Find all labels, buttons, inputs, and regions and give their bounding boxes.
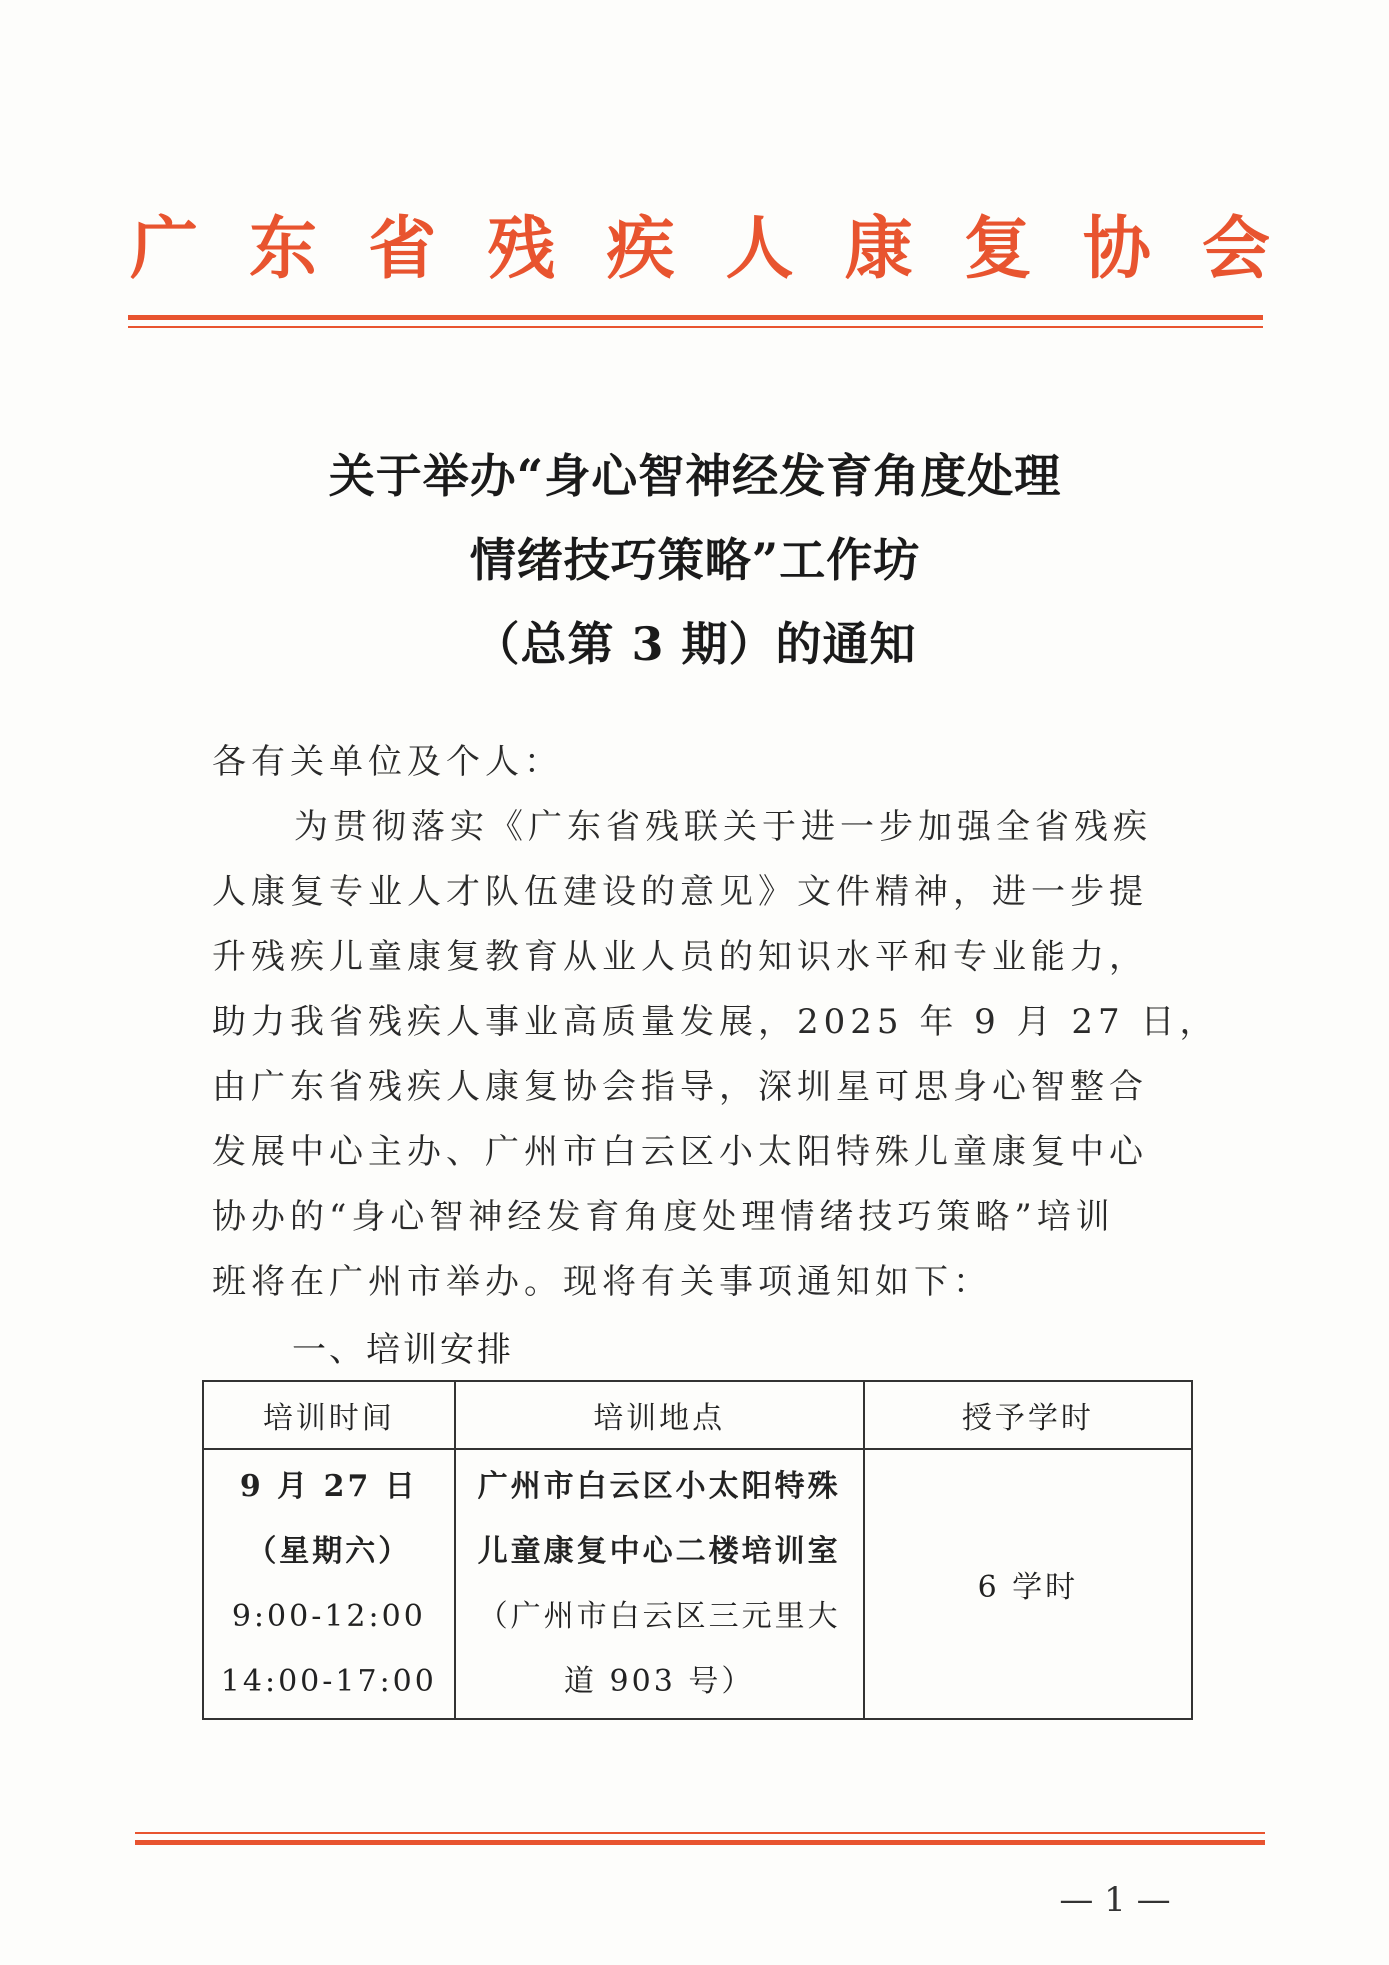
location-name-line: 广州市白云区小太阳特殊 (477, 1469, 841, 1504)
footer-divider-thin (135, 1832, 1265, 1834)
letterhead-char: 康 (844, 210, 913, 289)
body-line: 由广东省残疾人康复协会指导，深圳星可思身心智整合 (212, 1067, 1148, 1107)
letterhead-char: 复 (963, 210, 1032, 289)
training-afternoon-time: 14:00-17:00 (220, 1664, 437, 1699)
body-line: 人康复专业人才队伍建设的意见》文件精神，进一步提 (212, 872, 1148, 912)
table-header-cell: 授予学时 (864, 1381, 1192, 1449)
document-title-line-3: （总第 3 期）的通知 (473, 617, 917, 671)
letterhead-char: 会 (1201, 210, 1270, 289)
training-morning-time: 9:00-12:00 (231, 1599, 426, 1634)
location-name-line: 儿童康复中心二楼培训室 (477, 1534, 841, 1569)
document-title-line-2: 情绪技巧策略”工作坊 (469, 533, 921, 587)
organization-letterhead (130, 200, 1270, 300)
table-header-cell: 培训地点 (455, 1381, 864, 1449)
training-weekday: （星期六） (246, 1534, 412, 1569)
location-address-line: （广州市白云区三元里大 (477, 1599, 841, 1634)
training-time-cell (203, 1449, 455, 1719)
footer-divider-thick (135, 1840, 1265, 1845)
letterhead-char: 疾 (606, 210, 675, 289)
location-address-line: 道 903 号） (564, 1664, 755, 1699)
body-line: 协办的“身心智神经发育角度处理情绪技巧策略”培训 (212, 1197, 1115, 1237)
training-date: 9 月 27 日 (239, 1469, 418, 1504)
letterhead-char: 人 (725, 210, 794, 289)
letterhead-char: 协 (1082, 210, 1151, 289)
page-number: — 1 — (1059, 1880, 1171, 1920)
table-header-cell: 培训时间 (203, 1381, 455, 1449)
letterhead-char: 省 (368, 210, 437, 289)
body-line: 助力我省残疾人事业高质量发展，2025 年 9 月 27 日， (212, 1002, 1219, 1042)
letterhead-char: 广 (130, 210, 199, 289)
letterhead-divider-thick (128, 315, 1263, 320)
table-row (203, 1449, 1192, 1719)
document-title-line-1: 关于举办“身心智神经发育角度处理 (328, 449, 1062, 503)
salutation: 各有关单位及个人： (212, 742, 563, 782)
training-hours-cell: 6 学时 (864, 1449, 1192, 1719)
body-line: 班将在广州市举办。现将有关事项通知如下： (212, 1262, 992, 1302)
training-location-cell (455, 1449, 864, 1719)
training-schedule-table (202, 1380, 1193, 1720)
letterhead-char: 残 (487, 210, 556, 289)
letterhead-char: 东 (249, 210, 318, 289)
body-line: 发展中心主办、广州市白云区小太阳特殊儿童康复中心 (212, 1132, 1148, 1172)
section-heading: 一、培训安排 (292, 1330, 514, 1370)
table-header-row (203, 1381, 1192, 1449)
notice-body (212, 730, 1219, 1315)
body-line: 升残疾儿童康复教育从业人员的知识水平和专业能力， (212, 937, 1148, 977)
body-line: 为贯彻落实《广东省残联关于进一步加强全省残疾 (294, 807, 1152, 847)
letterhead-divider-thin (128, 326, 1263, 328)
